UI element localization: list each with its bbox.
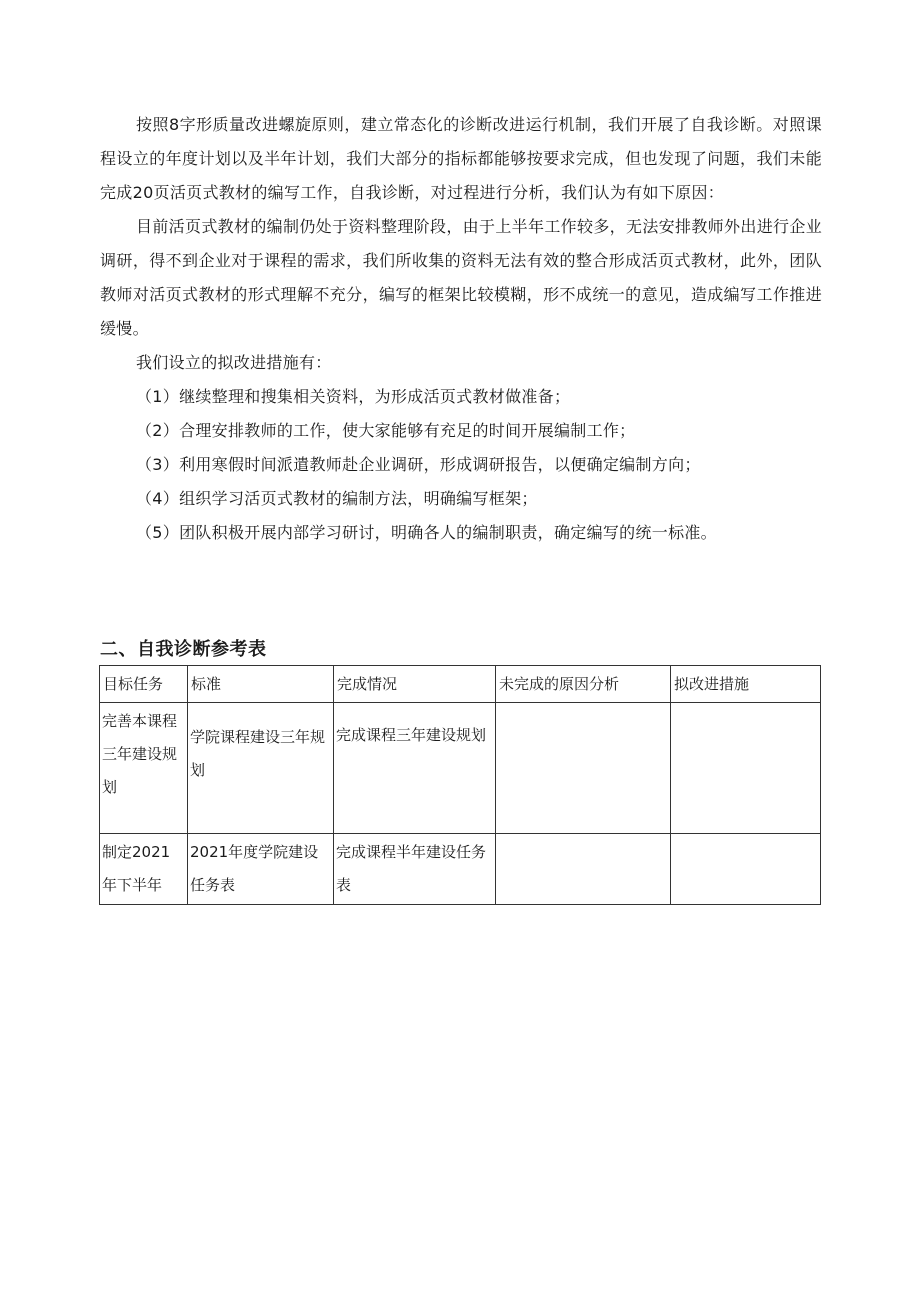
reference-table-wrapper <box>99 665 821 905</box>
cell-target-task: 完善本课程三年建设规划 <box>100 703 188 834</box>
table-row <box>100 703 821 834</box>
header-target-task: 目标任务 <box>100 666 188 703</box>
cell-incomplete-reason <box>496 703 671 834</box>
measure-item: （2）合理安排教师的工作，使大家能够有充足的时间开展编制工作； <box>136 421 636 440</box>
cell-improvement-measures <box>671 834 821 905</box>
measure-item: （4）组织学习活页式教材的编制方法，明确编写框架； <box>136 489 538 508</box>
paragraph-diagnosis-intro: 按照8字形质量改进螺旋原则，建立常态化的诊断改进运行机制，我们开展了自我诊断。对照课程设立的年度计划以及半年计划，我们大部分的指标都能够按要求完成，但也发现了问题，我们未能完成20页活页式教材的编写工作，自我诊断，对过程进行分析，我们认为有如下原因： <box>100 115 822 202</box>
cell-standard: 学院课程建设三年规划 <box>188 703 334 834</box>
paragraph-cause-analysis: 目前活页式教材的编制仍处于资料整理阶段，由于上半年工作较多，无法安排教师外出进行企业调研，得不到企业对于课程的需求，我们所收集的资料无法有效的整合形成活页式教材，此外，团队教师对活页式教材的形式理解不充分，编写的框架比较模糊，形不成统一的意见，造成编写工作推进缓慢。 <box>100 217 822 338</box>
table-header-row <box>100 666 821 703</box>
cell-target-task: 制定2021年下半年 <box>100 834 188 905</box>
cell-standard: 2021年度学院建设任务表 <box>188 834 334 905</box>
measure-item: （3）利用寒假时间派遣教师赴企业调研，形成调研报告，以便确定编制方向； <box>136 455 701 474</box>
paragraph-measures-intro: 我们设立的拟改进措施有： <box>136 353 332 372</box>
header-improvement-measures: 拟改进措施 <box>671 666 821 703</box>
body-text <box>100 108 822 550</box>
self-diagnosis-reference-table <box>99 665 821 905</box>
cell-completion-status: 完成课程半年建设任务表 <box>334 834 496 905</box>
header-standard: 标准 <box>188 666 334 703</box>
measure-item: （5）团队积极开展内部学习研讨，明确各人的编制职责，确定编写的统一标准。 <box>136 523 717 542</box>
section-title: 二、自我诊断参考表 <box>100 639 267 660</box>
cell-improvement-measures <box>671 703 821 834</box>
cell-incomplete-reason <box>496 834 671 905</box>
header-completion-status: 完成情况 <box>334 666 496 703</box>
measure-item: （1）继续整理和搜集相关资料，为形成活页式教材做准备； <box>136 387 571 406</box>
cell-completion-status: 完成课程三年建设规划 <box>334 703 496 834</box>
table-row <box>100 834 821 905</box>
header-incomplete-reason: 未完成的原因分析 <box>496 666 671 703</box>
